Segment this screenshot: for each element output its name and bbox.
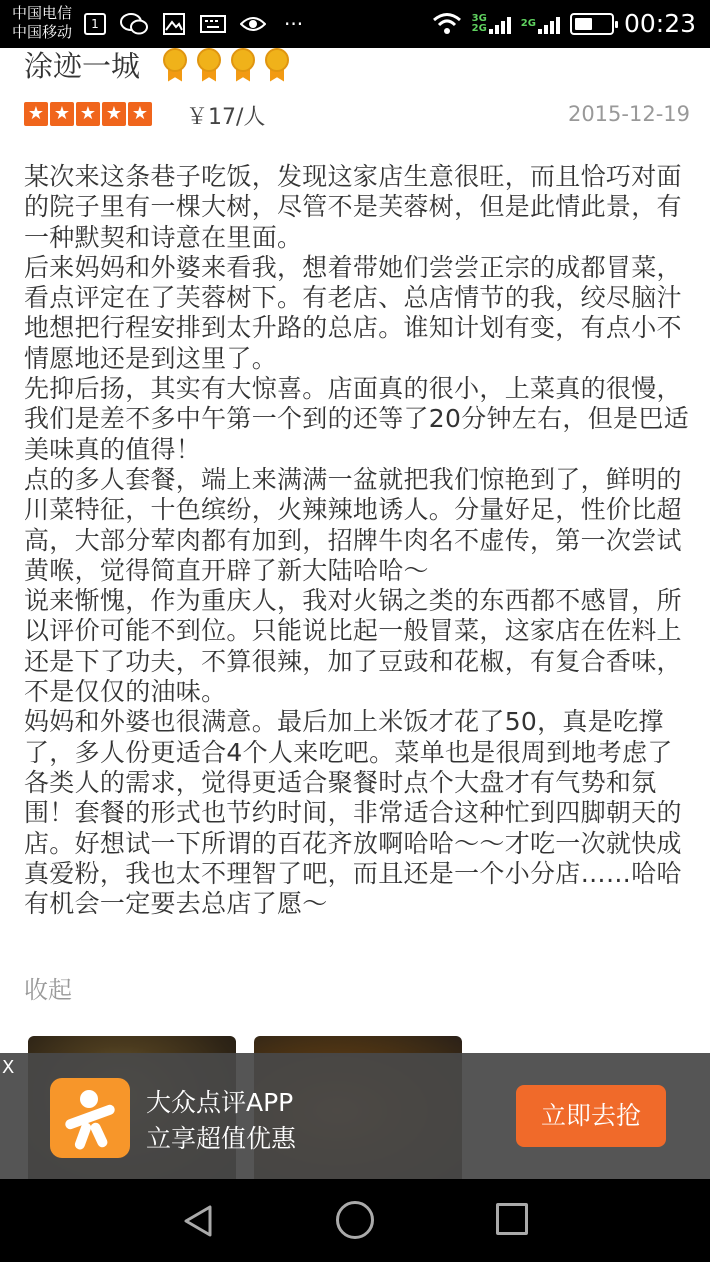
status-bar <box>0 0 710 48</box>
gallery-icon <box>162 12 186 36</box>
battery-level <box>575 18 592 30</box>
medal-icon <box>194 48 224 82</box>
wechat-icon <box>120 12 148 36</box>
sim-icon: 1 <box>84 13 106 35</box>
review-date: 2015-12-19 <box>567 102 690 126</box>
ad-title: 大众点评APP <box>146 1088 294 1117</box>
carrier-info <box>12 4 72 42</box>
home-icon[interactable] <box>336 1201 374 1239</box>
ad-close-button[interactable]: X <box>2 1057 15 1078</box>
wifi-icon <box>432 12 462 36</box>
carrier-2: 中国移动 <box>12 23 73 41</box>
collapse-link[interactable]: 收起 <box>24 976 72 1004</box>
more-notifications-icon: ··· <box>284 12 304 36</box>
app-ad-banner <box>0 1053 710 1179</box>
status-indicators <box>432 8 696 40</box>
review-body: 某次来这条巷子吃饭，发现这家店生意很旺，而且恰巧对面的院子里有一棵大树，尽管不是芙蓉树，但是此情此景，有一种默契和诗意在里面。 后来妈妈和外婆来看我，想着带她们尝尝正宗的成都冒菜，看点评定在了芙蓉树下。有老店、总店情节的我，绞尽脑汁地想把行程安排到太升路的总店。谁知计划有变，有点小不情愿地还是到这里了。 先抑后扬，其实有大惊喜。店面真的很小，上菜真的很慢，我们是差不多中午第一个到的还等了20分钟左右，但是巴适美味真的值得！ 点的多人套餐，端上来满满一盆就把我们惊艳到了，鲜明的川菜特征，十色缤纷，火辣辣地诱人。分量好足，性价比超高，大部分荤肉都有加到，招牌牛肉名不虚传，第一次尝试黄喉，觉得简直开辟了新大陆哈哈～ 说来惭愧，作为重庆人，我对火锅之类的东西都不感冒，所以评价可能不到位。只能说比起一般冒菜，这家店在佐料上还是下了功夫，不算很辣，加了豆豉和花椒，有复合香味，不是仅仅的油味。 妈妈和外婆也很满意。最后加上米饭才花了50，真是吃撑了，多人份更适合4个人来吃吧。菜单也是很周到地考虑了各类人的需求，觉得更适合聚餐时点个大盘才有气势和氛围！套餐的形式也节约时间，非常适合这种忙到四脚朝天的店。好想试一下所谓的百花齐放啊哈哈～～才吃一次就快成真爱粉，我也太不理智了吧，而且还是一个小分店……哈哈有机会一定要去总店了愿～ <box>24 162 689 919</box>
star-icon: ★ <box>76 102 100 126</box>
medal-icon <box>228 48 258 82</box>
carrier-1: 中国电信 <box>12 4 73 22</box>
battery-icon <box>570 13 614 35</box>
network-type-1: 3G <box>471 13 487 24</box>
recent-apps-icon[interactable] <box>496 1203 528 1235</box>
medal-icon <box>262 48 292 82</box>
network-type-2: 2G <box>471 23 487 34</box>
star-icon: ★ <box>24 102 48 126</box>
member-medals <box>160 48 292 82</box>
ad-subtitle: 立享超值优惠 <box>146 1124 297 1153</box>
rating-stars <box>24 102 152 126</box>
star-icon: ★ <box>102 102 126 126</box>
medal-icon <box>160 48 190 82</box>
notification-icons <box>84 12 303 36</box>
back-icon[interactable] <box>180 1203 216 1239</box>
price-per-person: ￥17/人 <box>186 105 266 130</box>
reviewer-name[interactable]: 涂迹一城 <box>24 49 141 83</box>
star-icon: ★ <box>50 102 74 126</box>
reviewer-row <box>24 44 292 85</box>
eye-icon <box>240 14 266 34</box>
star-icon: ★ <box>128 102 152 126</box>
network-type-3: 2G <box>520 18 536 29</box>
signal-bars-2-icon <box>538 14 560 34</box>
clock: 00:23 <box>623 9 696 38</box>
keyboard-icon <box>200 13 226 35</box>
grab-now-button[interactable]: 立即去抢 <box>516 1085 666 1147</box>
signal-bars-1-icon <box>489 14 511 34</box>
dianping-logo-icon <box>50 1078 130 1158</box>
navigation-bar <box>0 1179 710 1262</box>
